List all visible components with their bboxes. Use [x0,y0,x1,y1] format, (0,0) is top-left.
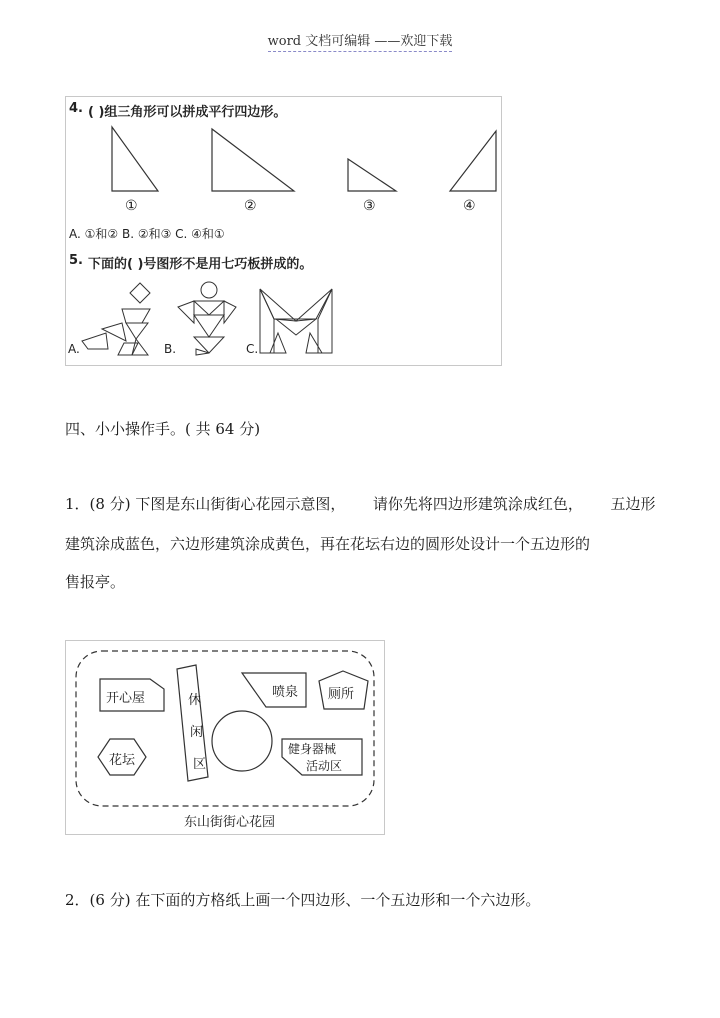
triangle-4 [450,131,496,191]
triangle-1 [112,127,158,191]
triangle-3 [348,159,396,191]
shape-label-1: ① [125,198,138,214]
xiuxian-label-1: 休 [188,693,202,708]
tangram-figure-a [82,283,150,355]
cesuo-label: 厕所 [328,687,355,702]
item1-line1a: 1．(8 分) 下图是东山街街心花园示意图， [65,495,346,513]
item1-line2: 建筑涂成蓝色，六边形建筑涂成黄色，再在花坛右边的圆形处设计一个五边形的 [65,535,591,553]
header-text: word 文档可编辑 ——欢迎下载 [268,34,453,52]
xiuxian-label-2: 闲 [190,725,204,740]
jianshen-label-1: 健身器械 [288,742,337,756]
kiosk-circle [212,711,272,771]
garden-map [65,640,385,835]
map-caption: 东山街街心花园 [184,815,276,830]
q4-number: 4. [69,101,83,116]
item2-text: 2．(6 分) 在下面的方格纸上画一个四边形、一个五边形和一个六边形。 [65,891,541,909]
q4-text: ( )组三角形可以拼成平行四边形。 [88,105,287,120]
q5-label-c: C. [246,342,259,356]
garden-boundary [76,651,374,806]
item1-line1b: 请你先将四边形建筑涂成红色， [372,495,583,513]
garden-map-drawing [66,641,384,834]
shape-label-3: ③ [363,198,376,214]
shape-label-2: ② [244,198,257,214]
shape-label-4: ④ [463,198,476,214]
jianshen-label-2: 活动区 [306,759,343,773]
xiuxian-label-3: 区 [193,757,207,772]
section-title: 四、小小操作手。( 共 64 分) [65,420,261,438]
page-header [0,30,720,49]
triangle-2 [212,129,294,191]
penquan-label: 喷泉 [272,685,299,700]
item1-line1 [65,494,656,514]
q5-number: 5. [69,253,83,268]
huatan-label: 花坛 [109,753,136,768]
q5-text: 下面的( )号图形不是用七巧板拼成的。 [88,257,313,272]
kaixinwu-label: 开心屋 [106,691,146,706]
item1-line3: 售报亭。 [65,573,126,591]
tangram-figure-b [178,282,236,355]
q5-label-b: B. [164,342,177,356]
tangram-figure-c [260,289,332,353]
q5-label-a: A. [68,342,80,356]
question-box [65,96,502,366]
item1-line1c: 五边形 [610,495,656,513]
q4-options: A. ①和② B. ②和③ C. ④和① [69,227,225,241]
